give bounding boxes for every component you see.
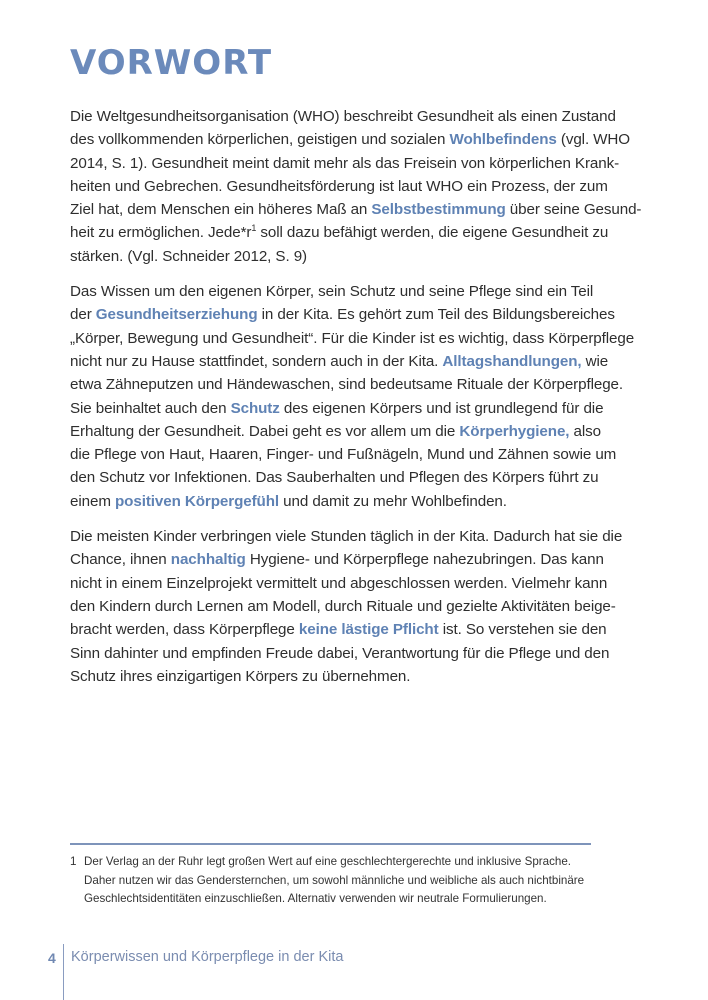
text-line: [70, 175, 610, 198]
footnote-line: Geschlechtsidentitäten einzuschließen. Alternativ verwenden wir neutrale Formulierungen.: [84, 892, 547, 905]
text-line: [70, 221, 610, 244]
text-line: [70, 152, 620, 175]
text-run: 2014, S. 1). Gesundheit meint damit mehr als das Freisein von körperlichen Krank-: [70, 154, 620, 172]
footnote-line: Der Verlag an der Ruhr legt großen Wert auf eine geschlechtergerechte und inklusive Sprache.: [84, 855, 571, 868]
text-run: heiten und Gebrechen. Gesundheitsförderung ist laut WHO ein Prozess, der zum: [70, 177, 608, 195]
footnote-ref: 1: [251, 223, 257, 234]
text-line: [70, 198, 642, 221]
highlighted-term: nachhaltig: [170, 551, 246, 569]
running-title: Körperwissen und Körperpflege in der Kita: [71, 949, 344, 965]
highlighted-term: Gesundheitserziehung: [95, 306, 258, 324]
highlighted-term: keine lästige Pflicht: [298, 621, 439, 639]
text-run: nicht nur zu Hause stattfindet, sondern auch in der Kita.: [70, 352, 443, 370]
text-run: den Schutz vor Infektionen. Das Sauberhalten und Pflegen des Körpers führt zu: [70, 469, 599, 487]
text-run: also: [569, 422, 601, 440]
text-run: nicht in einem Einzelprojekt vermittelt und abgeschlossen werden. Vielmehr kann: [70, 574, 608, 592]
text-run: Ziel hat, dem Menschen ein höheres Maß an: [70, 201, 372, 219]
footer-divider: [63, 944, 64, 1000]
footnote: [70, 853, 610, 909]
text-run: Erhaltung der Gesundheit. Dabei geht es vor allem um die: [70, 422, 460, 440]
text-line: [70, 642, 610, 665]
text-run: Sinn dahinter und empfinden Freude dabei, Verantwortung für die Pflege und den: [70, 644, 610, 662]
text-line: [70, 665, 610, 688]
highlighted-term: Alltagshandlungen,: [442, 352, 582, 370]
paragraph: [70, 525, 623, 688]
text-run: den Kindern durch Lernen am Modell, durch Rituale und gezielte Aktivitäten beige-: [70, 597, 616, 615]
text-line: [70, 618, 610, 641]
footnote-divider: [70, 843, 591, 845]
body-text: [70, 105, 642, 700]
text-run: der: [70, 306, 96, 324]
text-line: [70, 595, 616, 618]
text-line: [70, 245, 610, 268]
text-run: wie: [581, 352, 609, 370]
text-line: [70, 525, 623, 548]
text-run: Hygiene- und Körperpflege nahezubringen. Das kann: [245, 551, 604, 569]
text-run: Die meisten Kinder verbringen viele Stunden täglich in der Kita. Dadurch hat sie die: [70, 528, 623, 546]
text-run: Das Wissen um den eigenen Körper, sein Schutz und seine Pflege sind ein Teil: [70, 283, 594, 301]
text-run: über seine Gesund-: [505, 201, 642, 219]
text-run: etwa Zähneputzen und Händewaschen, sind bedeutsame Rituale der Körperpflege.: [70, 376, 624, 394]
text-line: [70, 105, 616, 128]
text-run: Die Weltgesundheitsorganisation (WHO) beschreibt Gesundheit als einen Zustand: [70, 108, 616, 125]
text-line: [70, 572, 610, 595]
text-line: [70, 420, 610, 443]
highlighted-term: positiven Körpergefühl: [115, 492, 280, 510]
text-run: einem: [70, 492, 115, 510]
text-run: stärken. (Vgl. Schneider 2012, S. 9): [70, 247, 307, 265]
text-run: Schutz ihres einzigartigen Körpers zu übernehmen.: [70, 667, 411, 685]
text-line: [70, 466, 610, 489]
text-line: [70, 128, 630, 151]
text-line: [70, 443, 617, 466]
page-number: 4: [48, 950, 56, 966]
footnote-line: Daher nutzen wir das Gendersternchen, um sowohl männliche und weibliche als auch nichtbinäre: [84, 873, 585, 887]
text-run: bracht werden, dass Körperpflege: [70, 621, 299, 639]
paragraph: [70, 105, 642, 268]
footnote-text: [84, 853, 584, 909]
text-run: „Körper, Bewegung und Gesundheit“. Für die Kinder ist es wichtig, dass Körperpflege: [70, 329, 635, 347]
text-run: des vollkommenden körperlichen, geistigen und sozialen: [70, 131, 450, 149]
text-line: [70, 350, 610, 373]
text-line: [70, 548, 610, 571]
text-run: ist. So verstehen sie den: [438, 621, 607, 639]
text-run: heit zu ermöglichen. Jede*r: [70, 224, 252, 242]
text-line: [70, 397, 610, 420]
text-run: soll dazu befähigt werden, die eigene Gesundheit zu: [256, 224, 609, 242]
page-title: VORWORT: [70, 43, 273, 83]
text-line: [70, 280, 610, 303]
text-run: in der Kita. Es gehört zum Teil des Bildungsbereiches: [257, 306, 615, 324]
highlighted-term: Körperhygiene,: [459, 422, 570, 440]
text-line: [70, 303, 615, 326]
text-line: [70, 373, 624, 396]
highlighted-term: Selbstbestimmung: [371, 201, 506, 219]
text-line: [70, 490, 610, 513]
text-run: Chance, ihnen: [70, 551, 171, 569]
text-run: die Pflege von Haut, Haaren, Finger- und Fußnägeln, Mund und Zähnen sowie um: [70, 446, 617, 464]
highlighted-term: Schutz: [230, 399, 280, 417]
text-run: des eigenen Körpers und ist grundlegend für die: [279, 399, 604, 417]
highlighted-term: Wohlbefindens: [449, 131, 557, 149]
text-run: Sie beinhaltet auch den: [70, 399, 231, 417]
paragraph: [70, 280, 635, 513]
footnote-number: 1: [70, 855, 77, 868]
text-run: und damit zu mehr Wohlbefinden.: [279, 492, 507, 510]
text-run: (vgl. WHO: [556, 131, 630, 149]
text-line: [70, 327, 635, 350]
